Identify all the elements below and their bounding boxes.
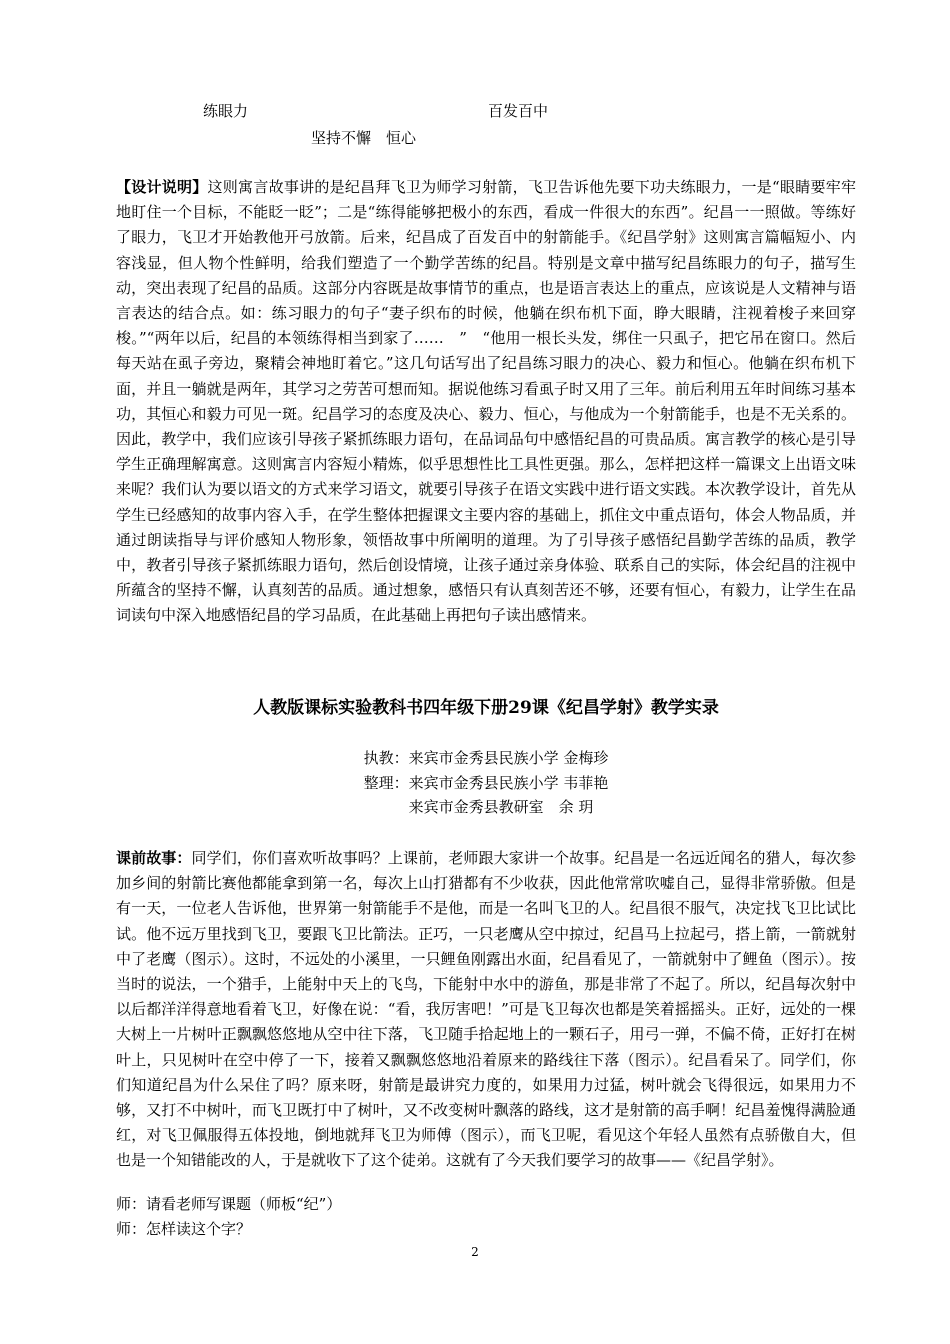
- diagram-word-center: 坚持不懈 恒心: [311, 129, 417, 147]
- pre-class-story-label: 课前故事：: [116, 849, 192, 867]
- design-note-text: 这则寓言故事讲的是纪昌拜飞卫为师学习射箭，飞卫告诉他先要下功夫练眼力，一是“眼睛要牢牢地盯住一个目标，不能眨一眨”；二是“练得能够把极小的东西，看成一件很大的东西”。纪昌一一照做。等练好了眼力，飞卫才开始教他开弓放箭。后来，纪昌成了百发百中的射箭能手。《纪昌学射》这则寓言篇幅短小、内容浅显，但人物个性鲜明，给我们塑造了一个勤学苦练的纪昌。特别是文章中描写纪昌练眼力的句子，描写生动，突出表现了纪昌的品质。这部分内容既是故事情节的重点，也是语言表达上的重点，应该说是人文精神与语言表达的结合点。如：练习眼力的句子“妻子织布的时候，他躺在织布机下面，睁大眼睛，注视着梭子来回穿梭。”“两年以后，纪昌的本领练得相当到家了…… ” “他用一根长头发，绑住一只虱子，把它吊在窗口。然后每天站在虱子旁边，聚精会神地盯着它。”这几句话写出了纪昌练习眼力的决心、毅力和恒心。他躺在织布机下面，并且一躺就是两年，其学习之劳苦可想而知。据说他练习看虱子时又用了三年。前后利用五年时间练习基本功，其恒心和毅力可见一斑。纪昌学习的态度及决心、毅力、恒心，与他成为一个射箭能手，也是不无关系的。因此，教学中，我们应该引导孩子紧抓练眼力语句，在品词品句中感悟纪昌的可贵品质。寓言教学的核心是引导学生正确理解寓意。这则寓言内容短小精炼，似乎思想性比工具性更强。那么，怎样把这样一篇课文上出语文味来呢？我们认为要以语文的方式来学习语文，就要引导孩子在语文实践中进行语文实践。本次教学设计，首先从学生已经感知的故事内容入手，在学生整体把握课文主要内容的基础上，抓住文中重点语句，体会人物品质，并通过朗读指导与评价感知人物形象，领悟故事中所阐明的道理。为了引导孩子感悟纪昌勤学苦练的品质，教学中，教者引导孩子紧抓练眼力语句，然后创设情境，让孩子通过亲身体验、联系自己的实际，体会纪昌的注视中所蕴含的坚持不懈，认真刻苦的品质。通过想象，感悟只有认真刻苦还不够，还要有恒心，有毅力，让学生在品词读句中深入地感悟纪昌的学习品质，在此基础上再把句子读出感情来。: [116, 178, 856, 625]
- credit-teacher: 执教：来宾市金秀县民族小学 金梅珍: [363, 749, 609, 767]
- design-note-paragraph: [116, 175, 856, 629]
- diagram-word-right: 百发百中: [488, 102, 549, 120]
- page-number: 2: [471, 1245, 479, 1259]
- record-credits: [116, 746, 856, 820]
- pre-class-story-paragraph: [116, 846, 856, 1174]
- diagram-word-left: 练眼力: [203, 102, 249, 120]
- dialog-line-2: 师：怎样读这个字？: [116, 1220, 252, 1239]
- record-title: 人教版课标实验教科书四年级下册29课《纪昌学射》教学实录: [253, 698, 719, 718]
- design-note-label: 【设计说明】: [116, 178, 208, 196]
- dialog-lines: [116, 1192, 856, 1242]
- pre-class-story-text: 同学们，你们喜欢听故事吗？上课前，老师跟大家讲一个故事。纪昌是一名远近闻名的猎人，每次参加乡间的射箭比赛他都能拿到第一名，每次上山打猎都有不少收获，因此他常常吹嘘自己，显得非常骄傲。但是有一天，一位老人告诉他，世界第一射箭能手不是他，而是一名叫飞卫的人。纪昌很不服气，决定找飞卫比试比试。他不远万里找到飞卫，要跟飞卫比箭法。正巧，一只老鹰从空中掠过，纪昌马上拉起弓，搭上箭，一箭就射中了老鹰（图示）。这时，不远处的小溪里，一只鲤鱼刚露出水面，纪昌看见了，一箭就射中了鲤鱼（图示）。按当时的说法，一个猎手，上能射中天上的飞鸟，下能射中水中的游鱼，那是非常了不起了。所以，纪昌每次射中以后都洋洋得意地看着飞卫，好像在说：“看，我厉害吧！”可是飞卫每次也都是笑着摇摇头。正好，远处的一棵大树上一片树叶正飘飘悠悠地从空中往下落，飞卫随手拾起地上的一颗石子，用弓一弹，不偏不倚，正好打在树叶上，只见树叶在空中停了一下，接着又飘飘悠悠地沿着原来的路线往下落（图示）。纪昌看呆了。同学们，你们知道纪昌为什么呆住了吗？原来呀，射箭是最讲究力度的，如果用力过猛，树叶就会飞得很远，如果用力不够，又打不中树叶，而飞卫既打中了树叶，又不改变树叶飘落的路线，这才是射箭的高手啊！纪昌羞愧得满脸通红，对飞卫佩服得五体投地，倒地就拜飞卫为师傅（图示），而飞卫呢，看见这个年轻人虽然有点骄傲自大，但也是一个知错能改的人，于是就收下了这个徒弟。这就有了今天我们要学习的故事——《纪昌学射》。: [116, 849, 856, 1170]
- concept-diagram: [0, 0, 950, 160]
- dialog-line-1: 师：请看老师写课题（师板“纪”）: [116, 1195, 342, 1213]
- credit-editor-2: 来宾市金秀县教研室 余 玥: [378, 798, 594, 816]
- credit-editor: 整理：来宾市金秀县民族小学 韦菲艳: [363, 773, 609, 792]
